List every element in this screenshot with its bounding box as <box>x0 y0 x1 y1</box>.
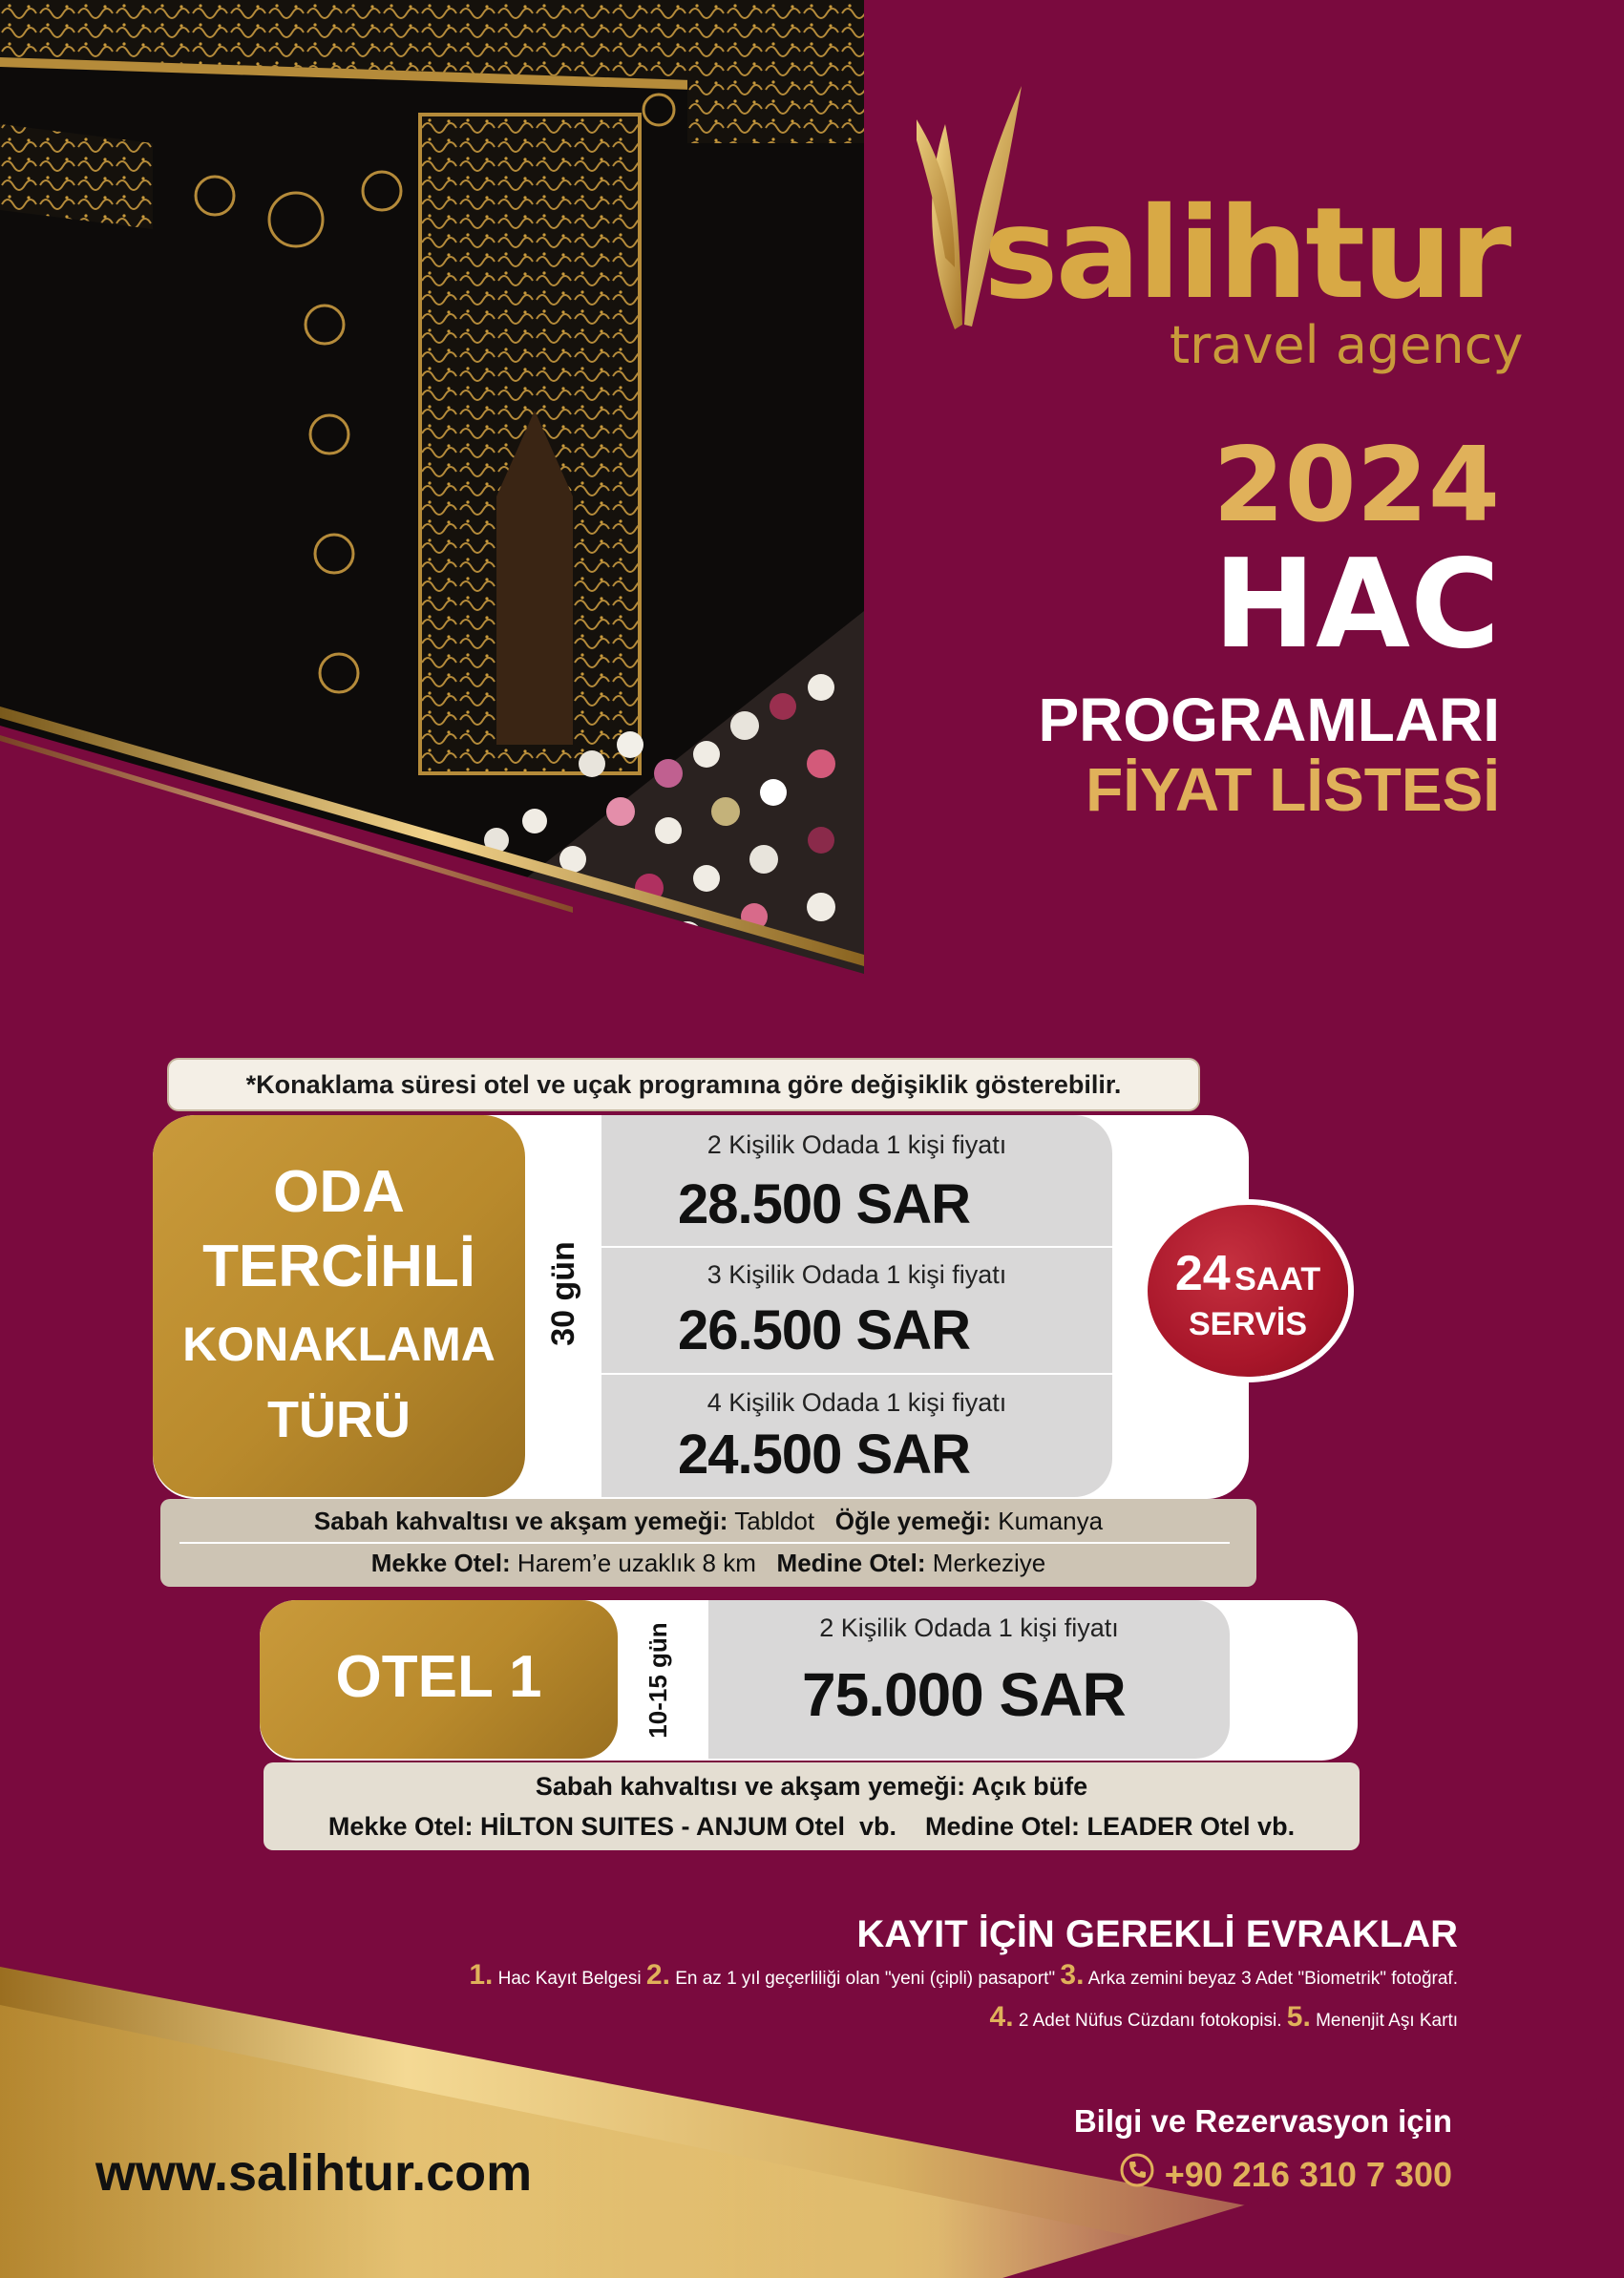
headline-line2: FİYAT LİSTESİ <box>1086 755 1500 824</box>
info-line: Mekke Otel: HİLTON SUITES - ANJUM Otel vb. Medine Otel: LEADER Otel vb. <box>327 1812 1296 1841</box>
headline-line1: PROGRAMLARI <box>1038 686 1500 754</box>
price-row-label: 3 Kişilik Odada 1 kişi fiyatı <box>707 1260 1007 1289</box>
package2-title: OTEL 1 <box>335 1644 542 1710</box>
doc-text: 2 Adet Nüfus Cüzdanı fotokopisi. <box>1018 2011 1282 2031</box>
doc-text: En az 1 yıl geçerliliği olan "yeni (çipli) pasaport" <box>675 1969 1056 1989</box>
price-row-value: 75.000 SAR <box>802 1660 1126 1729</box>
package1-title-box <box>153 1115 525 1497</box>
info-value: Tabldot <box>728 1507 815 1535</box>
price-row-value: 26.500 SAR <box>678 1299 970 1361</box>
info-line: Sabah kahvaltısı ve akşam yemeği: Açık büfe <box>535 1772 1088 1801</box>
row-divider <box>601 1246 1112 1248</box>
doc-text: Arka zemini beyaz 3 Adet "Biometrik" fotoğraf. <box>1087 1969 1458 1989</box>
price-row-label: 2 Kişilik Odada 1 kişi fiyatı <box>819 1614 1119 1642</box>
doc-text: Hac Kayıt Belgesi <box>497 1969 642 1989</box>
accommodation-note: *Konaklama süresi otel ve uçak programına göre değişiklik gösterebilir. <box>167 1058 1200 1111</box>
svg-text:10-15 gün: 10-15 gün <box>643 1623 672 1738</box>
package2-title-box <box>260 1600 618 1759</box>
badge-unit: SAAT <box>1234 1261 1321 1297</box>
package1-duration <box>539 1203 587 1384</box>
price-row-value: 24.500 SAR <box>678 1424 970 1486</box>
kaaba-photo <box>0 0 864 1007</box>
documents-title: KAYIT İÇİN GEREKLİ EVRAKLAR <box>856 1913 1458 1955</box>
price-row-value: 28.500 SAR <box>678 1173 970 1235</box>
info-divider <box>179 1542 1230 1544</box>
svg-text:30 gün: 30 gün <box>545 1241 581 1346</box>
doc-number: 4. <box>989 2001 1014 2033</box>
package1-title-line: ODA <box>273 1159 405 1225</box>
phone-icon <box>1119 2152 1155 2197</box>
info-key: Mekke Otel: <box>370 1549 511 1577</box>
price-row-label: 2 Kişilik Odada 1 kişi fiyatı <box>707 1130 1007 1159</box>
website-link[interactable]: www.salihtur.com <box>95 2144 533 2202</box>
service-badge <box>1148 1205 1348 1377</box>
phone-number[interactable] <box>1119 2152 1452 2197</box>
info-value: Harem’e uzaklık 8 km <box>510 1549 756 1577</box>
doc-number: 3. <box>1060 1959 1085 1991</box>
info-line <box>160 1549 1256 1578</box>
brand-tagline: travel agency <box>1170 315 1524 375</box>
package1-info <box>160 1499 1256 1587</box>
info-key: Sabah kahvaltısı ve akşam yemeği: <box>313 1507 728 1535</box>
package2-price <box>708 1600 1230 1759</box>
info-line <box>160 1507 1256 1536</box>
info-key: Medine Otel: <box>776 1549 926 1577</box>
phone-text: +90 216 310 7 300 <box>1164 2154 1452 2194</box>
headline-year: 2024 <box>1213 426 1500 545</box>
package1-title-line: TÜRÜ <box>267 1391 411 1448</box>
reservation-title: Bilgi ve Rezervasyon için <box>1073 2103 1452 2139</box>
doc-number: 5. <box>1286 2001 1311 2033</box>
doc-text: Menenjit Aşı Kartı <box>1316 2011 1458 2031</box>
info-key: Öğle yemeği: <box>834 1507 992 1535</box>
badge-number: 24 <box>1174 1246 1231 1301</box>
doc-number: 1. <box>469 1959 494 1991</box>
package1-title-line: KONAKLAMA <box>182 1318 496 1371</box>
info-value: Merkeziye <box>925 1549 1046 1577</box>
package1-title-line: TERCİHLİ <box>202 1234 475 1299</box>
headline-title: HAC <box>1213 534 1500 676</box>
package2-info <box>264 1762 1360 1850</box>
package2-duration <box>635 1623 681 1738</box>
info-value: Kumanya <box>991 1507 1104 1535</box>
brand-name: salihtur <box>983 180 1509 327</box>
badge-label: SERVİS <box>1188 1306 1308 1342</box>
doc-number: 2. <box>645 1959 670 1991</box>
row-divider <box>601 1373 1112 1375</box>
price-row-label: 4 Kişilik Odada 1 kişi fiyatı <box>707 1388 1007 1417</box>
package1-price-list <box>601 1115 1112 1497</box>
